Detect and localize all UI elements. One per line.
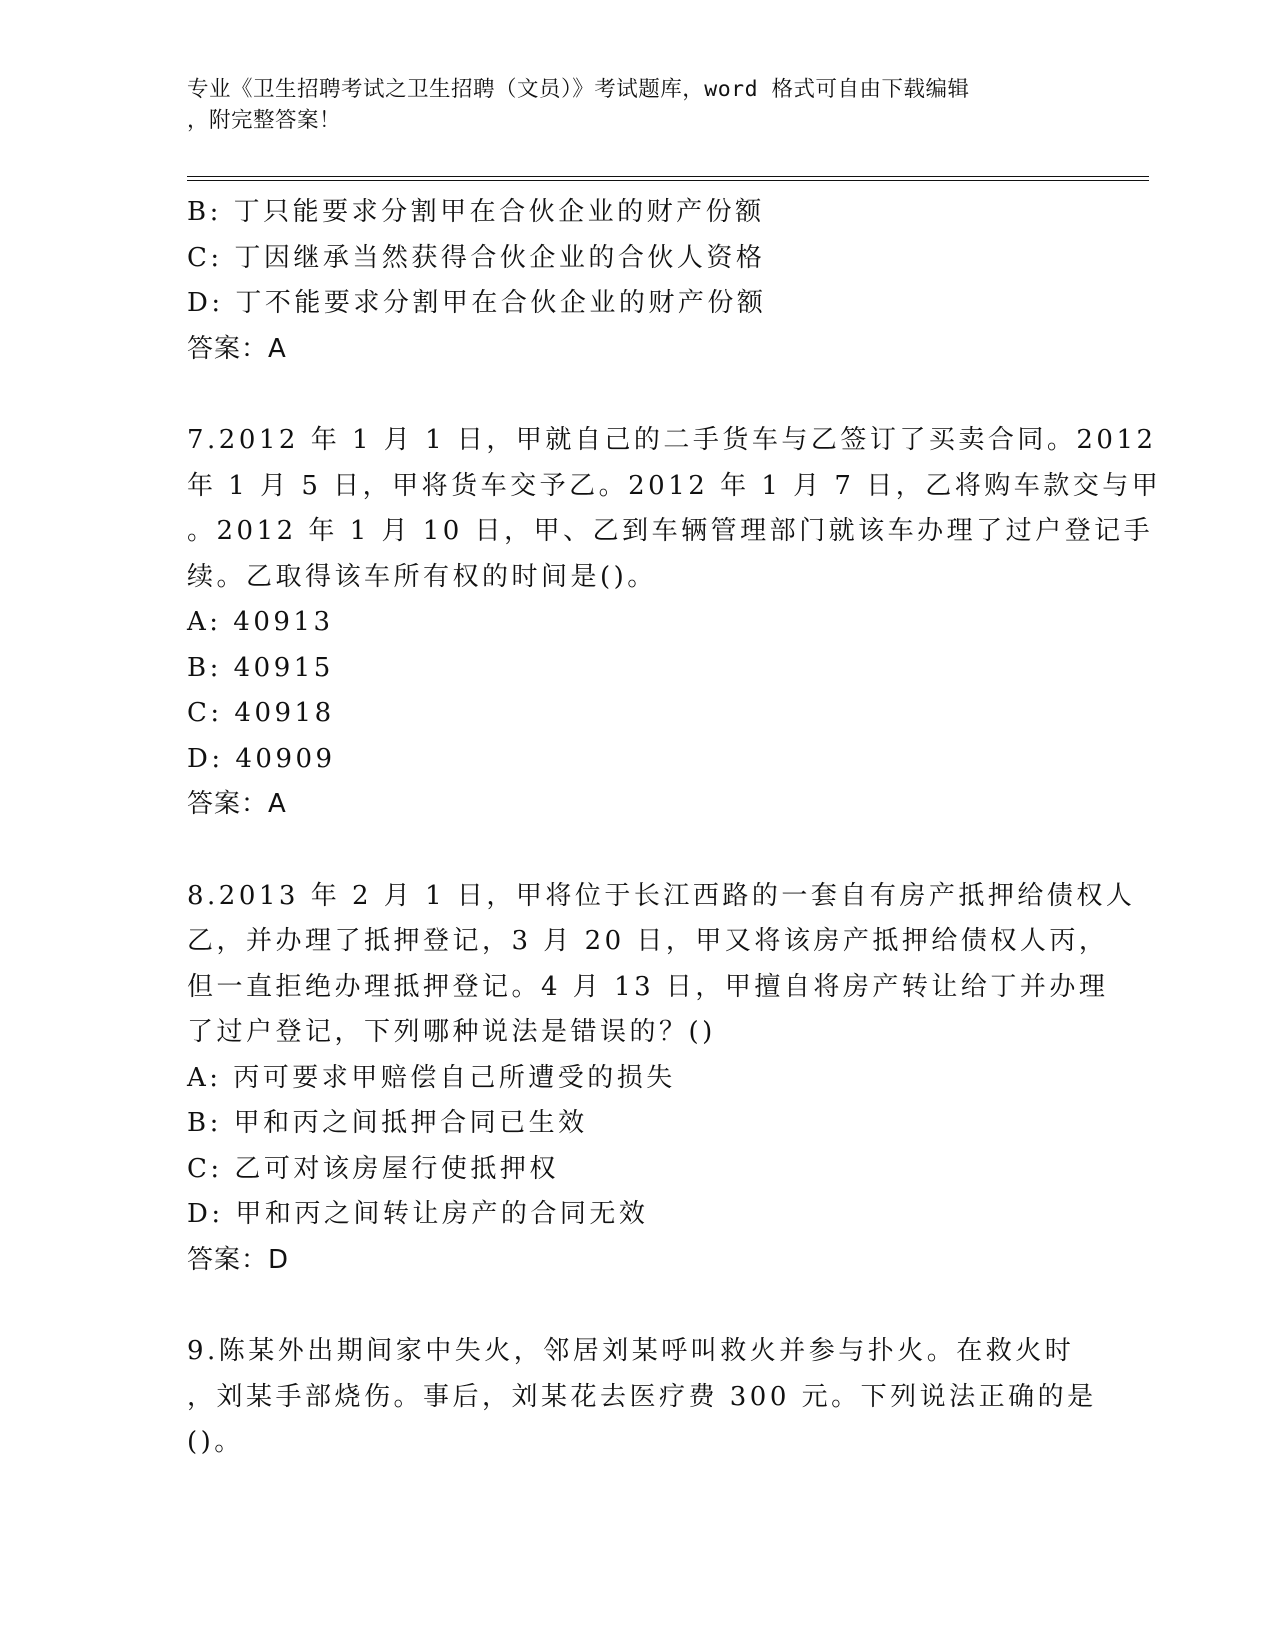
question-text-line: 8.2013 年 2 月 1 日，甲将位于长江西路的一套自有房产抵押给债权人 [187,880,1136,911]
answer-label: 答案：A [187,789,287,819]
option-d: D: 丁不能要求分割甲在合伙企业的财产份额 [187,288,767,318]
question-text-line: 乙，并办理了抵押登记，3 月 20 日，甲又将该房产抵押给债权人丙， [187,926,1109,956]
option-c: C: 40918 [187,698,335,728]
question-text-line: 年 1 月 5 日，甲将货车交予乙。2012 年 1 月 7 日，乙将购车款交与甲 [187,470,1162,501]
question-text-line: 。2012 年 1 月 10 日，甲、乙到车辆管理部门就该车办理了过户登记手 [187,516,1154,546]
header-line-2: ，附完整答案！ [187,108,342,133]
document-header [187,74,1067,136]
question-7 [187,418,1162,828]
spacer [187,1283,1087,1329]
question-text-line: 了过户登记，下列哪种说法是错误的？() [187,1017,716,1047]
question-text-line: ，刘某手部烧伤。事后，刘某花去医疗费 300 元。下列说法正确的是 [187,1381,1097,1412]
option-b: B: 丁只能要求分割甲在合伙企业的财产份额 [187,197,765,227]
option-a: A: 丙可要求甲赔偿自己所遭受的损失 [187,1062,676,1093]
question-text-line: 9.陈某外出期间家中失火，邻居刘某呼叫救火并参与扑火。在救火时 [187,1336,1075,1366]
spacer [187,372,1087,418]
option-d: D: 40909 [187,743,336,774]
question-8 [187,874,1136,1284]
spacer [187,828,1087,874]
option-a: A: 40913 [187,607,334,637]
question-text-line: 续。乙取得该车所有权的时间是()。 [187,561,657,592]
option-b: B: 40915 [187,652,334,683]
option-b: B: 甲和丙之间抵押合同已生效 [187,1108,588,1138]
question-text-line: 7.2012 年 1 月 1 日，甲就自己的二手货车与乙签订了买卖合同。2012 [187,425,1157,455]
option-d: D: 甲和丙之间转让房产的合同无效 [187,1199,649,1229]
question-9 [187,1329,1097,1466]
header-divider [187,176,1149,181]
question-text-line: ()。 [187,1427,244,1457]
option-c: C: 乙可对该房屋行使抵押权 [187,1153,559,1184]
option-c: C: 丁因继承当然获得合伙企业的合伙人资格 [187,242,766,273]
header-line-1: 专业《卫生招聘考试之卫生招聘（文员）》考试题库，word 格式可自由下载编辑 [187,77,970,102]
document-body [187,190,1162,1466]
question-text-line: 但一直拒绝办理抵押登记。4 月 13 日，甲擅自将房产转让给丁并办理 [187,971,1109,1002]
answer-label: 答案：A [187,333,287,364]
prev-question-block [187,190,1087,372]
answer-label: 答案：D [187,1244,290,1275]
